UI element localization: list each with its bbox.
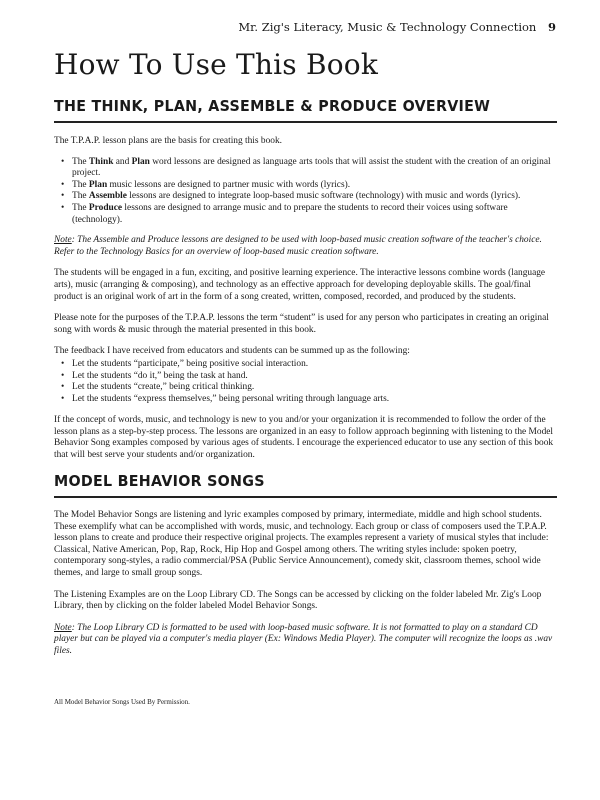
permission-footnote: All Model Behavior Songs Used By Permission.: [54, 698, 190, 706]
list-item: • The Produce lessons are designed to arrange music and to prepare the students to record their voices using software (technology).: [72, 203, 557, 226]
list-item: • The Think and Plan word lessons are designed as language arts tools that will assist the student with the creation of an original project.: [72, 157, 557, 180]
list-item: • Let the students “create,” being critical thinking.: [72, 382, 557, 394]
body-paragraph: The students will be engaged in a fun, exciting, and positive learning experience. The interactive lessons combine words (language arts), music (arranging & composing), and technology as an effective approach for developing deployable skills. The goal/final product is an original work of art in the form of a song created, written, composed, recorded, and produced by the students.: [54, 268, 546, 302]
note-paragraph: Note: The Loop Library CD is formatted to be used with loop-based music software. It is not formatted to play on a standard CD player but can be played via a computer's media player (Ex: Windows Media Player). The computer will recognize the loops as .wav files.: [54, 622, 553, 656]
body-paragraph: The Listening Examples are on the Loop Library CD. The Songs can be accessed by clicking on the folder labeled Mr. Zig's Loop Library, then by clicking on the folder labeled Model Behavior Songs.: [54, 589, 542, 612]
body-paragraph: The feedback I have received from educators and students can be summed up as the following:: [54, 346, 410, 357]
page-title: How To Use This Book: [54, 48, 379, 81]
body-paragraph: If the concept of words, music, and technology is new to you and/or your organization it is recommended to follow the order of the lesson plans as a step-by-step process. The lessons are organized in an easy to follow approach beginning with listening to the Model Behavior Song examples composed by various ages of students. I encourage the experienced educator to use any section of this book that will best serve your students and/or organization.: [54, 415, 554, 461]
intro-paragraph: The T.P.A.P. lesson plans are the basis for creating this book.: [54, 136, 282, 146]
body-paragraph: Please note for the purposes of the T.P.A.P. lessons the term “student” is used for any person who participates in creating an original song with words & music through the material presented in this book.: [54, 313, 549, 335]
list-item: • Let the students “do it,” being the task at hand.: [72, 371, 557, 383]
model-behavior-section: [54, 510, 557, 658]
list-item: • The Assemble lessons are designed to integrate loop-based music software (technology) with music and words (lyrics).: [72, 191, 557, 203]
overview-section: [54, 136, 557, 462]
running-title: Mr. Zig's Literacy, Music & Technology Connection: [238, 20, 537, 34]
section-heading-model-behavior: MODEL BEHAVIOR SONGS: [54, 472, 265, 490]
list-item: • Let the students “express themselves,” being personal writing through language arts.: [72, 394, 557, 406]
section-rule: [54, 121, 557, 123]
note-paragraph: Note: The Assemble and Produce lessons are designed to be used with loop-based music creation software of the teacher's choice. Refer to the Technology Basics for an overview of loop-based music creation software.: [54, 235, 542, 257]
feedback-list: [54, 359, 557, 405]
tpap-list: [54, 157, 557, 227]
running-header: [238, 20, 556, 34]
section-rule: [54, 496, 557, 498]
body-paragraph: The Model Behavior Songs are listening and lyric examples composed by primary, intermediate, middle and high school students. These exemplify what can be accomplished with words, music, and technology. Each group or class of composers used the T.P.A.P. lesson plans to create and produce their respective original projects. The examples represent a variety of musical styles that include: Classical, Native American, Pop, Rap, Rock, Hip Hop and Gospel among others. The writing styles include: spoken poetry, contemporary song-styles, a radio commercial/PSA (Public Service Announcement), comedy skit, classroom themes, school wide themes, and large to small group songs.: [54, 510, 549, 578]
list-item: • Let the students “participate,” being positive social interaction.: [72, 359, 557, 371]
section-heading-overview: THE THINK, PLAN, ASSEMBLE & PRODUCE OVERVIEW: [54, 97, 491, 115]
list-item: • The Plan music lessons are designed to partner music with words (lyrics).: [72, 180, 557, 192]
page-number: 9: [547, 20, 556, 34]
